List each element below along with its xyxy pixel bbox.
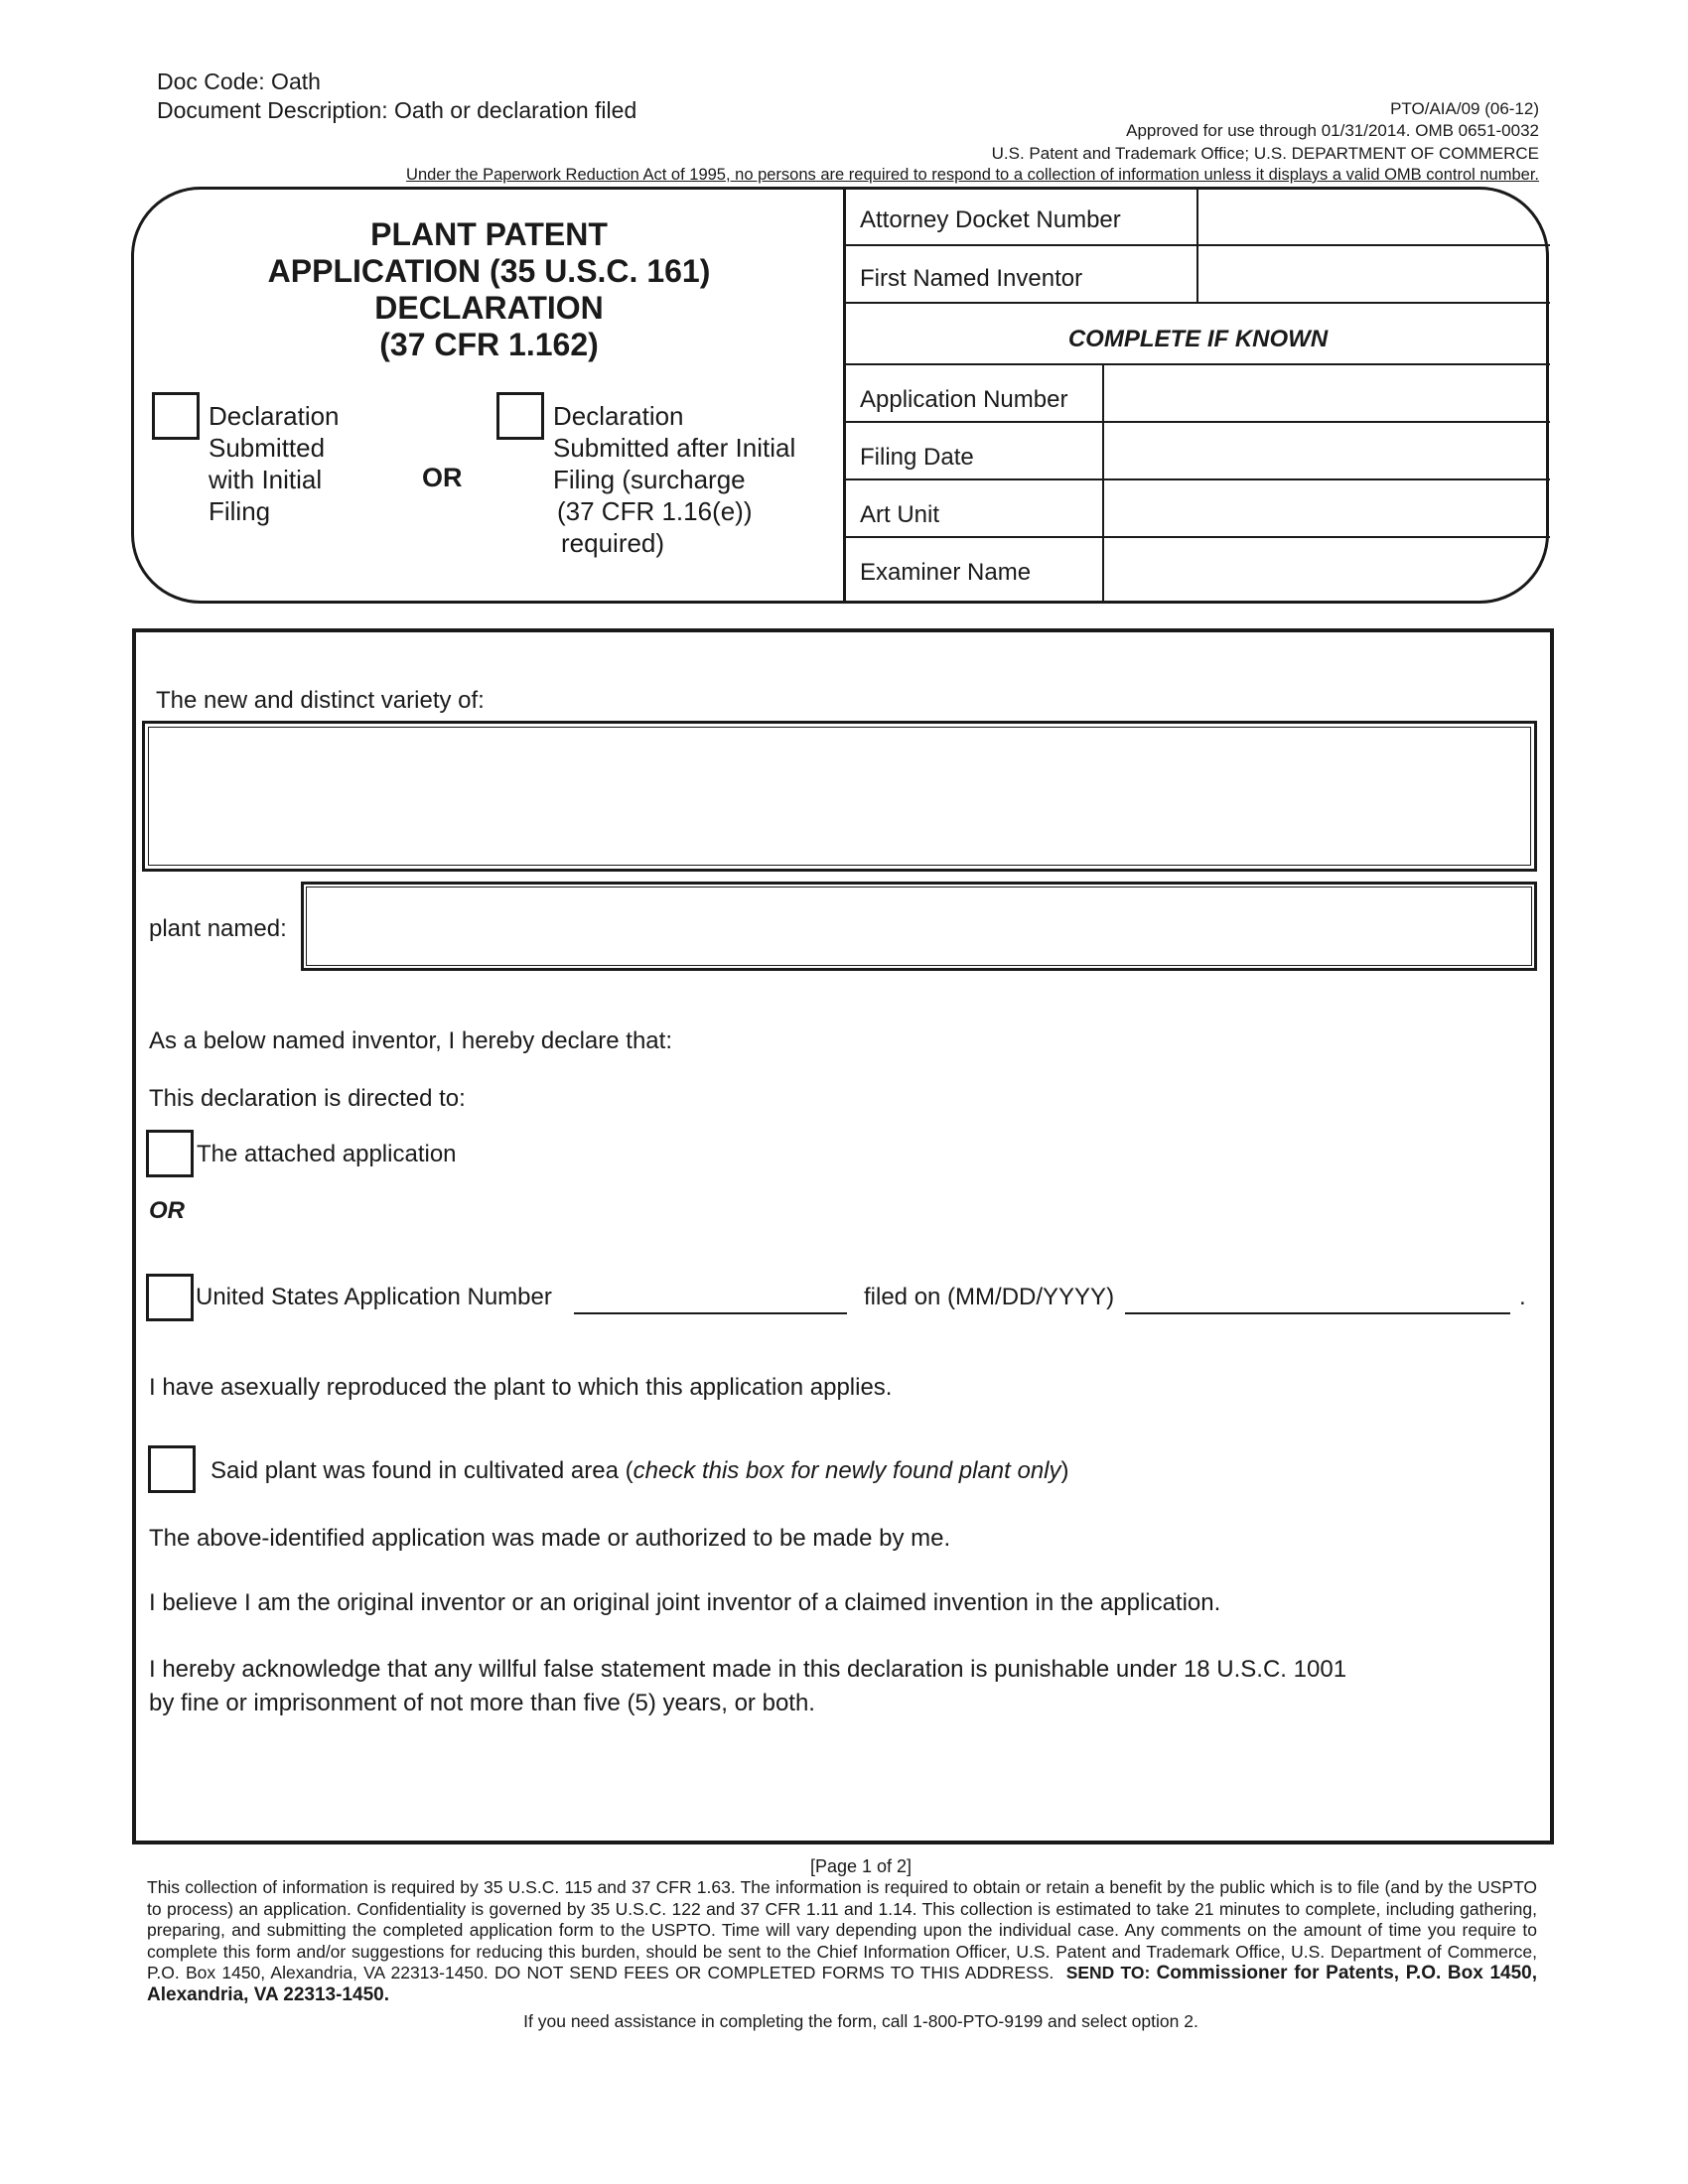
application-info-panel (843, 187, 1549, 604)
checkbox-after-initial-filing[interactable] (496, 392, 544, 440)
filed-on-date-input[interactable] (1125, 1312, 1510, 1314)
filing-date-label: Filing Date (860, 444, 974, 471)
first-inventor-field[interactable] (1199, 246, 1545, 300)
complete-if-known-heading: COMPLETE IF KNOWN (1067, 326, 1329, 352)
attorney-docket-field[interactable] (1199, 189, 1545, 242)
attorney-docket-label: Attorney Docket Number (860, 206, 1121, 233)
variety-input[interactable] (142, 721, 1537, 872)
burden-statement: This collection of information is required by 35 U.S.C. 115 and 37 CFR 1.63. The information is required to obtain or retain a benefit by the public which is to file (and by the USPTO to process) an application. Confidentiality is governed by 35 U.S.C. 122 and 37 CFR 1.11 and 1.14. This collection is estimated to take 21 minutes to complete, including gathering, preparing, and submitting the completed application form to the USPTO. Time will vary depending upon the individual case. Any comments on the amount of time you require to complete this form and/or suggestions for reducing this burden, should be sent to the Chief Information Officer, U.S. Patent and Trademark Office, U.S. Department of Commerce, P.O. Box 1450, Alexandria, VA 22313-1450. DO NOT SEND FEES OR COMPLETED FORMS TO THIS ADDRESS. SEND TO: Commissioner for Patents, P.O. Box 1450, Alexandria, VA 22313-1450. (147, 1877, 1537, 2005)
form-id: PTO/AIA/09 (06-12) (1390, 99, 1539, 118)
us-app-number-label: United States Application Number (196, 1284, 552, 1310)
us-app-number-input[interactable] (574, 1312, 847, 1314)
attached-application-label: The attached application (197, 1141, 457, 1167)
original-inventor-statement: I believe I am the original inventor or an original joint inventor of a claimed invention in the application. (149, 1589, 1221, 1616)
variety-label: The new and distinct variety of: (156, 687, 485, 714)
or-separator: OR (422, 463, 463, 492)
asexual-statement: I have asexually reproduced the plant to which this application applies. (149, 1374, 893, 1401)
doc-description: Document Description: Oath or declaration filed (157, 97, 637, 123)
plant-name-input[interactable] (301, 882, 1537, 971)
acknowledge-statement-line2: by fine or imprisonment of not more than five (5) years, or both. (149, 1690, 815, 1716)
declare-statement: As a below named inventor, I hereby declare that: (149, 1027, 672, 1054)
checkbox-attached-application[interactable] (146, 1130, 194, 1177)
title-line-1: PLANT PATENT (370, 216, 608, 252)
made-authorized-statement: The above-identified application was made or authorized to be made by me. (149, 1525, 951, 1552)
assistance-line: If you need assistance in completing the form, call 1-800-PTO-9199 and select option 2. (523, 2011, 1198, 2031)
examiner-name-field[interactable] (1106, 538, 1547, 596)
checkbox-found-cultivated[interactable] (148, 1445, 196, 1493)
acknowledge-statement-line1: I hereby acknowledge that any willful false statement made in this declaration is punishable under 18 U.S.C. 1001 (149, 1656, 1347, 1683)
plant-named-label: plant named: (149, 915, 287, 942)
form-title (213, 216, 765, 363)
filing-date-field[interactable] (1106, 423, 1547, 477)
art-unit-label: Art Unit (860, 501, 940, 528)
examiner-name-label: Examiner Name (860, 559, 1032, 586)
agency-name: U.S. Patent and Trademark Office; U.S. DEPARTMENT OF COMMERCE (991, 144, 1539, 163)
art-unit-field[interactable] (1106, 480, 1547, 534)
paperwork-notice: Under the Paperwork Reduction Act of 1995, no persons are required to respond to a collection of information unless it displays a valid OMB control number. (406, 166, 1539, 184)
title-line-2: APPLICATION (35 U.S.C. 161) (267, 253, 711, 289)
application-number-label: Application Number (860, 386, 1068, 413)
filed-on-label: filed on (MM/DD/YYYY) (864, 1284, 1115, 1310)
page-number: [Page 1 of 2] (809, 1856, 913, 1876)
omb-approval: Approved for use through 01/31/2014. OMB 0651-0032 (1126, 121, 1539, 140)
or-separator-body: OR (149, 1197, 185, 1224)
line-period: . (1519, 1284, 1526, 1310)
initial-filing-label: Declaration Submitted with Initial Filing (209, 401, 340, 526)
doc-code: Doc Code: Oath (157, 68, 321, 94)
found-cultivated-label: Said plant was found in cultivated area (check this box for newly found plant only) (211, 1457, 1069, 1484)
checkbox-us-application[interactable] (146, 1274, 194, 1321)
checkbox-initial-filing[interactable] (152, 392, 200, 440)
after-initial-filing-label: Declaration Submitted after Initial Filing (surcharge (37 CFR 1.16(e)) required) (553, 401, 796, 558)
directed-to-statement: This declaration is directed to: (149, 1085, 466, 1112)
title-line-4: (37 CFR 1.162) (379, 327, 599, 362)
application-number-field[interactable] (1106, 365, 1547, 419)
title-line-3: DECLARATION (374, 290, 604, 326)
first-inventor-label: First Named Inventor (860, 265, 1083, 292)
